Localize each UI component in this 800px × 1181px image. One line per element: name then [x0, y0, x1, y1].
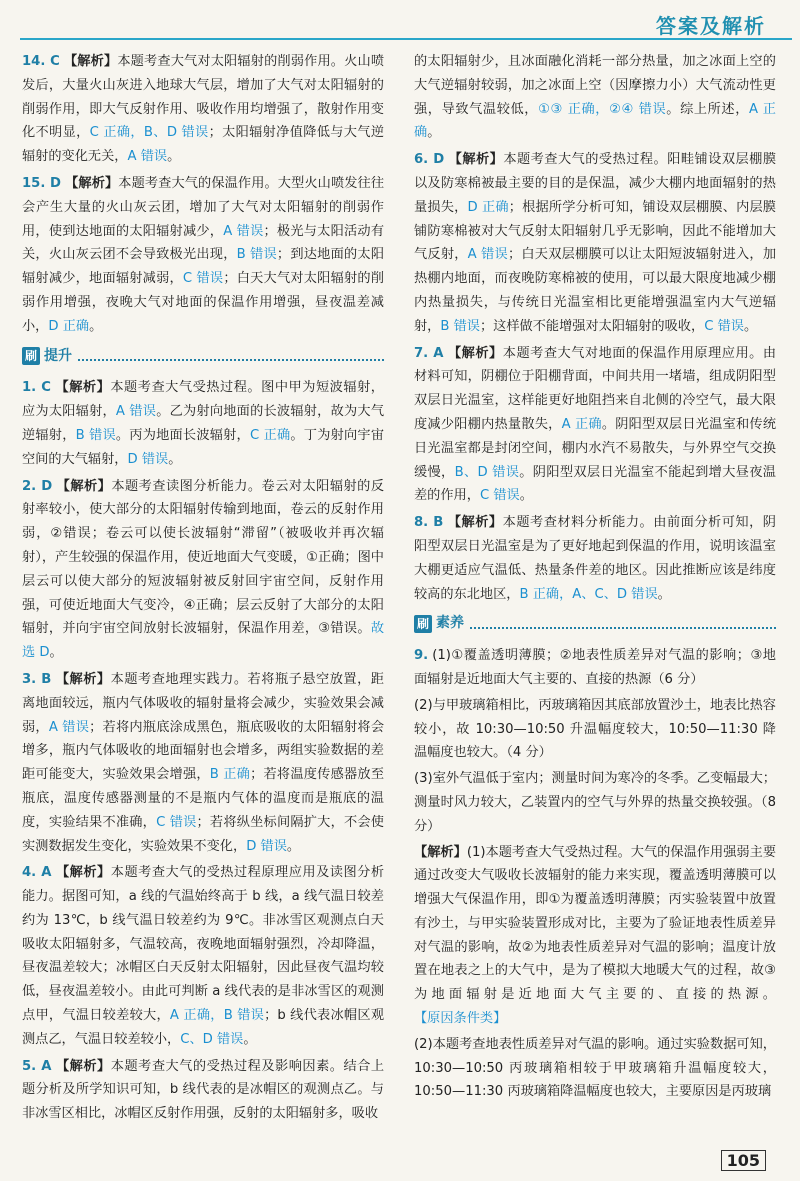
- answer-9-explanation-1: 【解析】(1)本题考查大气受热过程。大气的保温作用强弱主要通过改变大气吸收长波辐射的能力来实现，覆盖透明薄膜可以增强大气保温作用，即①为覆盖透明薄膜；丙实验装置中放置有沙土，与甲实验装置形成对比，主要为了验证地表性质差异对气温的影响，故②为地表性质差异对气温的影响；温度计放置在地表之上的大气中，是为了模拟大地暖大气的过程，故③为地面辐射是近地面大气主要的、直接的热源。【原因条件类】: [414, 844, 777, 1027]
- answer-8: 8. B 【解析】本题考查材料分析能力。由前面分析可知，阴阳型双层日光温室是为了更好地起到保温的作用，说明该温室大棚更适应气温低、热量条件差的地区。因此推断应该是纬度较高的东北地区，B 正确，A、C、D 错误。: [414, 515, 776, 602]
- answer-4: 4. A 【解析】本题考查大气的受热过程原理应用及读图分析能力。据图可知，a 线的气温始终高于 b 线，a 线气温日较差约为 13℃，b 线气温日较差约为 9℃。非冰雪区观测点白天吸收太阳辐射多，气温较高，夜晚地面辐射强烈，冷却降温，昼夜温差较大；冰帽区白天反射太阳辐射，因此昼夜气温均较低，昼夜温差较小。由此可判断 a 线代表的是非冰雪区的观测点甲，气温日较差较大，A 正确，B 错误；b 线代表冰帽区观测点乙，气温日较差较小，C、D 错误。: [22, 865, 385, 1047]
- answer-2: 2. D 【解析】本题考查读图分析能力。卷云对太阳辐射的反射率较小，使大部分的太阳辐射传输到地面，卷云的反射作用弱，②错误；卷云可以使长波辐射“滞留”（被吸收并再次辐射），产生较强的保温作用，使近地面大气变暖，①正确；图中层云可以使大部分的短波辐射被反射回宇宙空间，反射作用强，可使近地面大气变冷，④正确；层云反射了大部分的太阳辐射，并向宇宙空间放射长波辐射，保温作用差，③错误。故选 D。: [22, 478, 385, 661]
- answer-7: 7. A 【解析】本题考查大气对地面的保温作用原理应用。由材料可知，阴棚位于阳棚背面，中间共用一堵墙，组成阴阳型双层日光温室，这样能更好地阻挡来自北侧的冷空气，最大限度减少阳棚内热量散失，A 正确。阴阳型双层日光温室和传统日光温室都是封闭空间，棚内水汽不易散失，与外界空气交换缓慢，B、D 错误。阴阳型双层日光温室不能起到增大昼夜温差的作用，C 错误。: [414, 345, 777, 504]
- section-badge-icon: 刷: [22, 347, 40, 365]
- page-number: 105: [721, 1150, 766, 1171]
- left-column: [22, 50, 384, 1129]
- section-divider: [470, 619, 776, 629]
- answer-1: 1. C 【解析】本题考查大气受热过程。图中甲为短波辐射，应为太阳辐射，A 错误。乙为射向地面的长波辐射，故为大气逆辐射，B 错误。丙为地面长波辐射，C 正确。丁为射向宇宙空间的大气辐射，D 错误。: [22, 380, 385, 467]
- header-rule: [20, 38, 792, 40]
- answer-9-part2: (2)与甲玻璃箱相比，丙玻璃箱因其底部放置沙土，地表比热容较小，故 10:30—10:50 升温幅度较大，10:50—11:30 降温幅度也较大。（4 分）: [414, 697, 776, 761]
- answer-14: 14. C 【解析】本题考查大气对太阳辐射的削弱作用。火山喷发后，大量火山灰进入地球大气层，增加了大气对太阳辐射的削弱作用，即大气反射作用、吸收作用均增强了，散射作用变化不明显，C 正确，B、D 错误；太阳辐射净值降低与大气逆辐射的变化无关，A 错误。: [22, 54, 385, 165]
- section-badge-icon: 刷: [414, 615, 432, 633]
- section-divider: [78, 351, 384, 361]
- answer-9-part3: (3)室外气温低于室内；测量时间为寒冷的冬季。乙变幅最大；测量时风力较大，乙装置内的空气与外界的热量交换较强。（8 分）: [414, 771, 776, 834]
- right-column: [414, 50, 776, 1106]
- section-header-suyang: [414, 612, 776, 636]
- answer-5: 5. A 【解析】本题考查大气的受热过程及影响因素。结合上题分析及所学知识可知，b 线代表的是冰帽区的观测点乙。与非冰雪区相比，冰帽区反射作用强，反射的太阳辐射多，吸收: [22, 1058, 385, 1122]
- answer-3: 3. B 【解析】本题考查地理实践力。若将瓶子悬空放置，距离地面较远，瓶内气体吸收的辐射量将会减少，实验效果会减弱，A 错误；若将内瓶底涂成黑色，瓶底吸收的太阳辐射将会增多，瓶内气体吸收的地面辐射也会增多，两组实验数据的差距可能变大，实验效果会增强，B 正确；若将温度传感器放至瓶底，温度传感器测量的不是瓶内气体的温度而是瓶底的温度，实验结果不准确，C 错误；若将纵坐标间隔扩大，不会使实测数据发生变化，实验效果不变化，D 错误。: [22, 671, 385, 854]
- answer-5-continued: 的太阳辐射少，且冰面融化消耗一部分热量，加之冰面上空的大气逆辐射较弱，加之冰面上空（因摩擦力小）大气流动性更强，导致气温较低，①③ 正确，②④ 错误。综上所述，A 正确。: [414, 54, 776, 141]
- answer-9-explanation-2: (2)本题考查地表性质差异对气温的影响。通过实验数据可知，10:30—10:50 丙玻璃箱相较于甲玻璃箱升温幅度较大，10:50—11:30 丙玻璃箱降温幅度也较大，主要原因是丙玻璃: [414, 1036, 776, 1100]
- header-title: 答案及解析: [656, 14, 766, 38]
- answer-15: 15. D 【解析】本题考查大气的保温作用。大型火山喷发往往会产生大量的火山灰云团，增加了大气对太阳辐射的削弱作用，使到达地面的太阳辐射减少，A 错误；极光与太阳活动有关，火山灰云团不会导致极光出现，B 错误；到达地面的太阳辐射减少，地面辐射减弱，C 错误；白天大气对太阳辐射的削弱作用增强，夜晚大气对地面的保温作用增强，昼夜温差减小，D 正确。: [22, 175, 385, 334]
- section-label: 素养: [436, 615, 464, 632]
- answer-9-part1: 9. (1)①覆盖透明薄膜；②地表性质差异对气温的影响；③地面辐射是近地面大气主要的、直接的热源（6 分）: [414, 648, 776, 687]
- answer-6: 6. D 【解析】本题考查大气的受热过程。阳畦铺设双层棚膜以及防寒棉被最主要的目的是保温，减少大棚内地面辐射的热量损失，D 正确；根据所学分析可知，铺设双层棚膜、内层膜铺防寒棉被对大气反射太阳辐射几乎无影响，因此不能增加大气反射，A 错误；白天双层棚膜可以让太阳短波辐射进入，加热棚内地面，而夜晚防寒棉被的使用，可以最大限度地减少棚内热量损失，与传统日光温室相比更能增强温室内大气逆辐射，B 错误；这样做不能增强对太阳辐射的吸收，C 错误。: [414, 152, 777, 334]
- section-label: 提升: [44, 347, 72, 364]
- section-header-tisheng: [22, 345, 384, 369]
